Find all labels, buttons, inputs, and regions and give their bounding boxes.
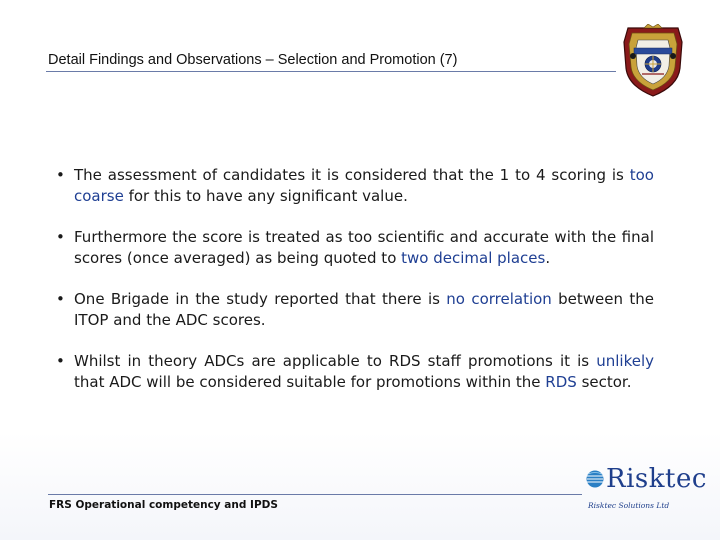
bullet-text: Furthermore the score is treated as too scientific and accurate with the final scores (once averaged) as being quoted to	[74, 228, 654, 267]
bullet-glyph: •	[56, 352, 65, 370]
bullet-text: .	[545, 249, 551, 267]
bullet-text: between the ITOP and the ADC scores.	[74, 290, 654, 329]
bullet-text: Whilst in theory ADCs are applicable to RDS staff promotions it is	[74, 352, 597, 370]
bullet-text: that ADC will be considered suitable for promotions within the	[74, 373, 546, 391]
highlighted-text: RDS	[545, 373, 577, 391]
logo-name: Risktec	[606, 464, 707, 494]
bullet-item	[56, 289, 654, 331]
bullet-item	[56, 227, 654, 269]
slide-title: Detail Findings and Observations – Selection and Promotion (7)	[48, 52, 458, 68]
bullet-text: The assessment of candidates it is considered that the 1 to 4 scoring is	[74, 166, 630, 184]
highlighted-text: two decimal places	[401, 249, 546, 267]
bullet-text: sector.	[576, 373, 632, 391]
logo-subtitle: Risktec Solutions Ltd	[588, 501, 670, 510]
footer-divider	[48, 494, 582, 495]
bullet-glyph: •	[56, 290, 65, 308]
bullet-glyph: •	[56, 228, 65, 246]
risktec-globe-icon	[586, 470, 604, 488]
highlighted-text: too coarse	[74, 166, 654, 205]
coat-of-arms-crest-icon	[620, 24, 686, 100]
bullet-text: for this to have any significant value.	[123, 187, 408, 205]
risktec-logo	[586, 464, 707, 512]
bullet-list	[56, 165, 654, 413]
highlighted-text: no correlation	[446, 290, 552, 308]
bullet-item	[56, 165, 654, 207]
footer-caption: FRS Operational competency and IPDS	[49, 499, 278, 511]
bullet-text: One Brigade in the study reported that there is	[74, 290, 447, 308]
highlighted-text: unlikely	[596, 352, 654, 370]
bullet-item	[56, 351, 654, 393]
bullet-glyph: •	[56, 166, 65, 184]
title-divider	[46, 71, 616, 72]
